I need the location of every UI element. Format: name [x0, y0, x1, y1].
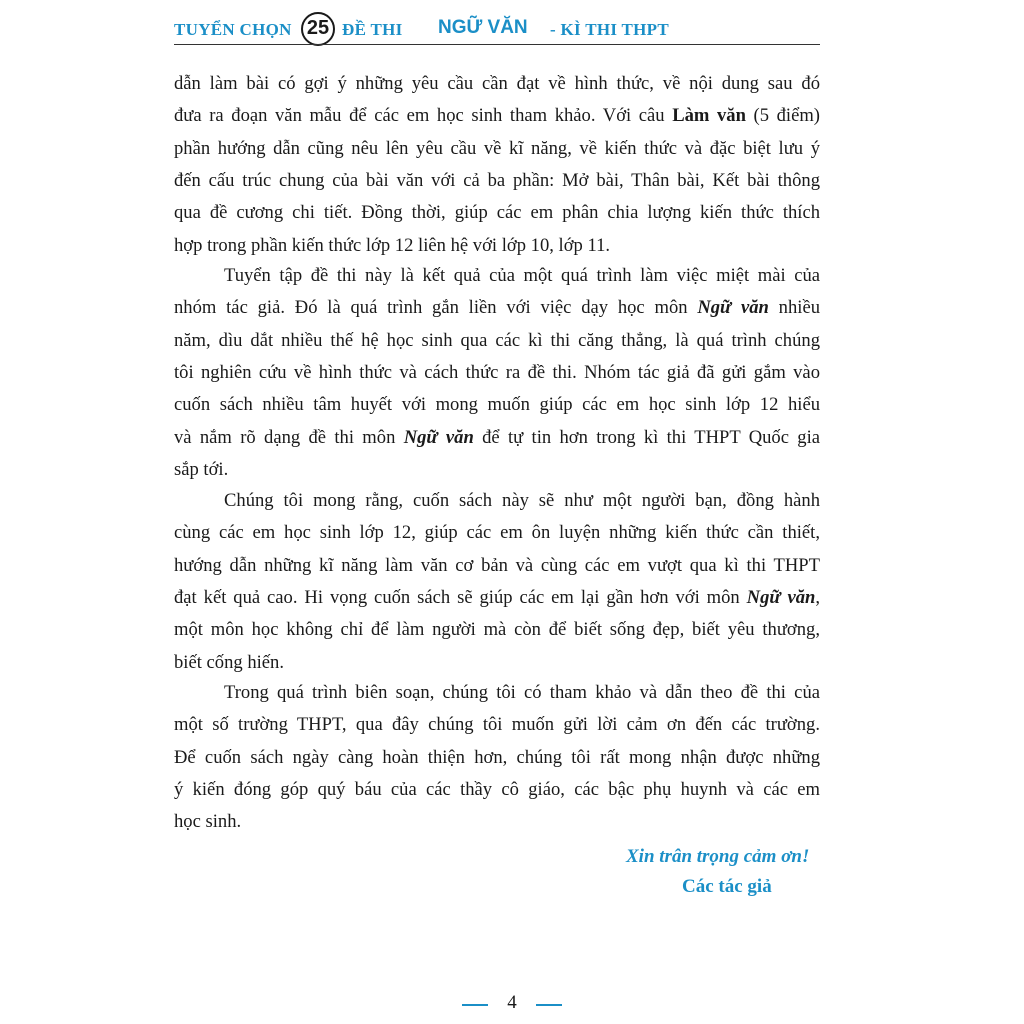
text-run: dẫn làm bài có gợi ý những yêu cầu cần đạt về hình thức, về nội dung sau đó [174, 73, 820, 94]
text-line [224, 677, 820, 709]
footer-dash-left [462, 1004, 488, 1006]
text-run: phần hướng dẫn cũng nêu lên yêu cầu về kĩ năng, về kiến thức và đặc biệt lưu ý [174, 137, 820, 159]
text-run: học sinh. [174, 811, 242, 833]
text-line [174, 550, 820, 582]
text-run: Tuyển tập đề thi này là kết quả của một quá trình làm việc miệt mài của [224, 265, 820, 286]
text-line [174, 133, 820, 165]
text-line [174, 100, 820, 132]
text-line [174, 806, 820, 838]
text-run: Chúng tôi mong rằng, cuốn sách này sẽ như một người bạn, đồng hành [224, 490, 820, 511]
text-line [174, 582, 820, 614]
text-line [174, 647, 820, 679]
text-line [224, 485, 820, 517]
text-run: qua đề cương chi tiết. Đồng thời, giúp các em phân chia lượng kiến thức thích [174, 202, 820, 224]
text-run: (5 điểm) [745, 105, 820, 127]
text-line [174, 292, 820, 324]
text-run: đưa ra đoạn văn mẫu để các em học sinh tham khảo. Với câu [174, 105, 673, 127]
text-line [174, 165, 820, 197]
signature-thanks: Xin trân trọng cảm ơn! [626, 846, 810, 867]
text-line [174, 742, 820, 774]
header-number: 25 [306, 17, 330, 39]
text-line [174, 197, 820, 229]
text-line [174, 422, 820, 454]
text-run: Trong quá trình biên soạn, chúng tôi có tham khảo và dẫn theo đề thi của [224, 682, 820, 703]
text-line [174, 230, 820, 262]
text-run: nhóm tác giả. Đó là quá trình gắn liền với việc dạy học môn [174, 297, 698, 319]
emphasis-text: Ngữ văn [403, 426, 474, 448]
header-left-text: TUYỂN CHỌN [174, 20, 292, 39]
text-run: và nắm rõ dạng đề thi môn [174, 426, 404, 448]
text-run: Để cuốn sách ngày càng hoàn thiện hơn, chúng tôi rất mong nhận được những [174, 746, 820, 768]
text-line [174, 68, 820, 100]
text-line [224, 260, 820, 292]
text-run: , [815, 586, 820, 608]
text-run: sắp tới. [174, 458, 229, 480]
text-run: hướng dẫn những kĩ năng làm văn cơ bản và cùng các em vượt qua kì thi THPT [174, 554, 820, 576]
text-line [174, 389, 820, 421]
emphasis-text: Làm văn [672, 105, 746, 127]
text-run: nhiều [768, 297, 820, 319]
text-run: một số trường THPT, qua đây chúng tôi muốn gửi lời cảm ơn đến các trường. [174, 714, 820, 736]
text-line [174, 357, 820, 389]
text-run: biết cống hiến. [174, 651, 284, 673]
text-run: năm, dìu dắt nhiều thế hệ học sinh qua các kì thi căng thẳng, là quá trình chúng [174, 329, 820, 351]
text-run: đến cấu trúc chung của bài văn với cả ba phần: Mở bài, Thân bài, Kết bài thông [174, 169, 820, 191]
text-run: ý kiến đóng góp quý báu của các thầy cô giáo, các bậc phụ huynh và các em [174, 778, 820, 800]
text-run: cùng các em học sinh lớp 12, giúp các em ôn luyện những kiến thức cần thiết, [174, 522, 820, 544]
text-line [174, 614, 820, 646]
header-subject: NGỮ VĂN [438, 17, 528, 38]
text-run: một môn học không chỉ để làm người mà còn để biết sống đẹp, biết yêu thương, [174, 619, 820, 641]
text-run: cuốn sách nhiều tâm huyết với mong muốn giúp các em học sinh lớp 12 hiểu [174, 394, 820, 416]
emphasis-text: Ngữ văn [746, 586, 816, 608]
signature-authors: Các tác giả [682, 876, 772, 897]
page-number: 4 [507, 992, 517, 1013]
text-line [174, 454, 820, 486]
text-run: tôi nghiên cứu về hình thức và cách thức ra đề thi. Nhóm tác giả đã gửi gắm vào [174, 361, 820, 383]
text-line [174, 517, 820, 549]
text-line [174, 709, 820, 741]
text-run: đạt kết quả cao. Hi vọng cuốn sách sẽ giúp các em lại gần hơn với môn [174, 586, 747, 608]
page-footer [432, 992, 592, 1018]
header-middle-text: ĐỀ THI [342, 20, 403, 39]
header-right-text: - KÌ THI THPT [550, 20, 669, 39]
text-run: hợp trong phần kiến thức lớp 12 liên hệ với lớp 10, lớp 11. [174, 234, 611, 256]
emphasis-text: Ngữ văn [697, 297, 769, 319]
footer-dash-right [536, 1004, 562, 1006]
text-run: để tự tin hơn trong kì thi THPT Quốc gia [473, 426, 821, 448]
text-line [174, 774, 820, 806]
text-line [174, 325, 820, 357]
